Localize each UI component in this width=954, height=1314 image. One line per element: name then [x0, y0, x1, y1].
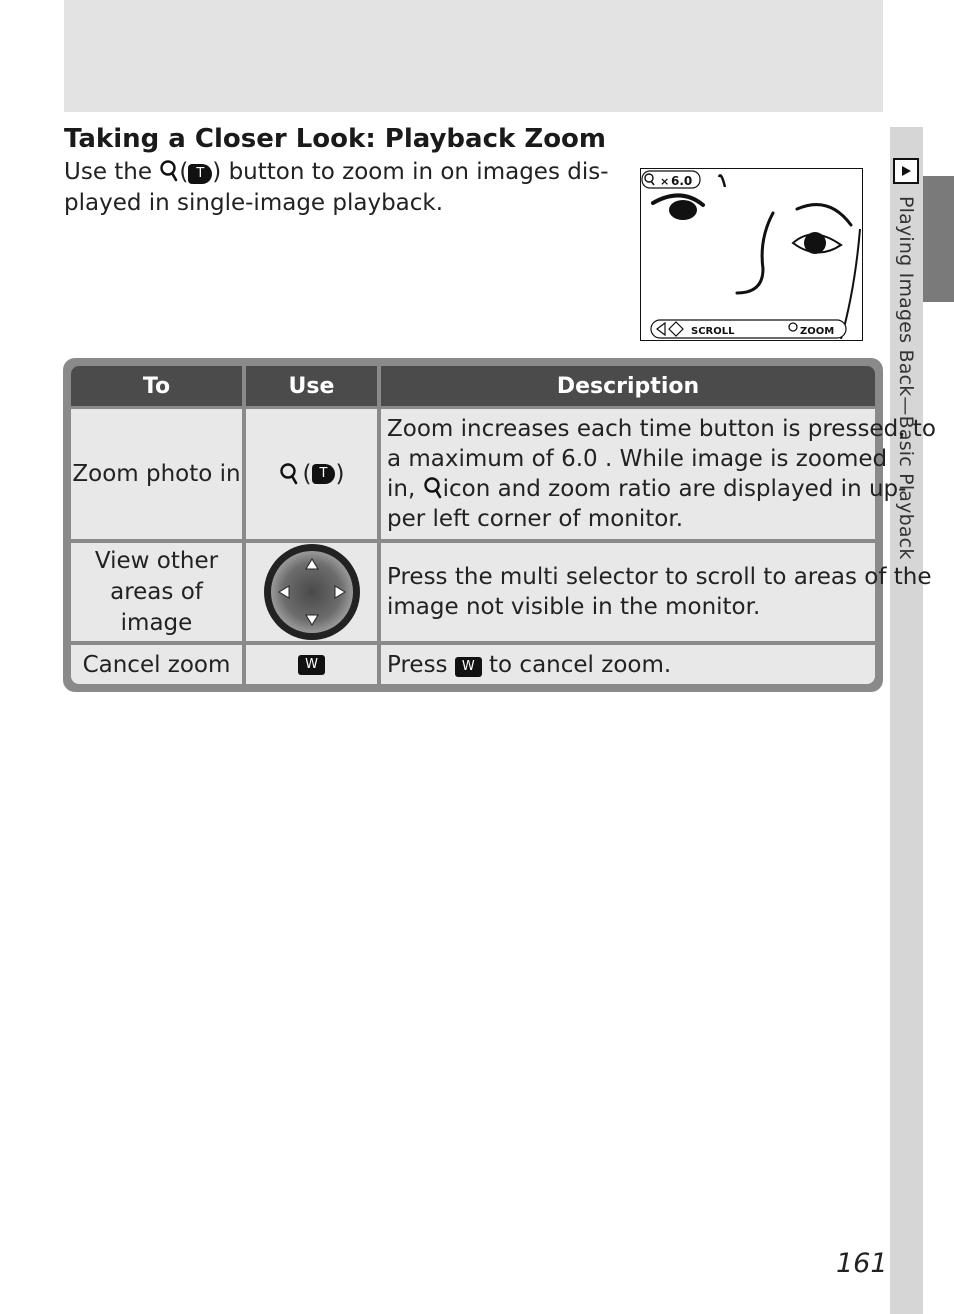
zoom-out-button-icon: W	[298, 655, 325, 675]
zoomed-face-illustration	[641, 169, 861, 339]
intro-line-2: played in single-image playback.	[64, 190, 444, 216]
row-cancel-use	[246, 645, 377, 684]
row-scroll-description: Press the multi selector to scroll to areas of the image not visible in the monitor.	[381, 543, 875, 641]
zoom-magnifier-icon	[279, 462, 299, 486]
zoom-in-button-icon: T	[188, 164, 212, 184]
row-scroll-to: View other areas of image	[71, 543, 242, 641]
zoom-ratio: 6.0	[671, 174, 693, 188]
scroll-hint: SCROLL	[691, 326, 735, 337]
header-use: Use	[246, 366, 377, 406]
chapter-tab	[923, 176, 954, 302]
header-description: Description	[381, 366, 875, 406]
multi-selector-icon	[263, 543, 361, 641]
chapter-label: Playing Images Back—Basic Playback	[895, 196, 917, 560]
zoom-magnifier-icon	[159, 159, 179, 183]
header-to: To	[71, 366, 242, 406]
header-band	[64, 0, 883, 112]
row-cancel-to: Cancel zoom	[71, 645, 242, 684]
zoom-hint: ZOOM	[800, 326, 835, 337]
svg-text:×: ×	[660, 175, 670, 188]
row-zoom-use: ( T )	[246, 409, 377, 539]
row-scroll-use	[246, 543, 377, 641]
playback-icon	[893, 158, 919, 184]
row-zoom-description: Zoom increases each time button is pressed, to a maximum of 6.0 . While image is zoomed in, icon and zoom ratio are displayed in up- per left corner of monitor.	[381, 409, 875, 539]
row-zoom-to: Zoom photo in	[71, 409, 242, 539]
intro-use-the: Use the	[64, 159, 153, 185]
page-number: 161	[836, 1248, 888, 1279]
monitor-preview	[640, 168, 863, 341]
zoom-out-button-icon: W	[455, 657, 482, 677]
zoom-magnifier-icon	[423, 476, 443, 500]
page-title: Taking a Closer Look: Playback Zoom	[64, 124, 607, 154]
zoom-in-button-icon: T	[312, 464, 336, 484]
intro-rest: ) button to zoom in on images dis-	[212, 159, 609, 185]
intro-paragraph: Use the ( T ) button to zoom in on images dis- played in single-image playback.	[64, 157, 604, 219]
row-cancel-description: Press W to cancel zoom.	[381, 645, 875, 684]
